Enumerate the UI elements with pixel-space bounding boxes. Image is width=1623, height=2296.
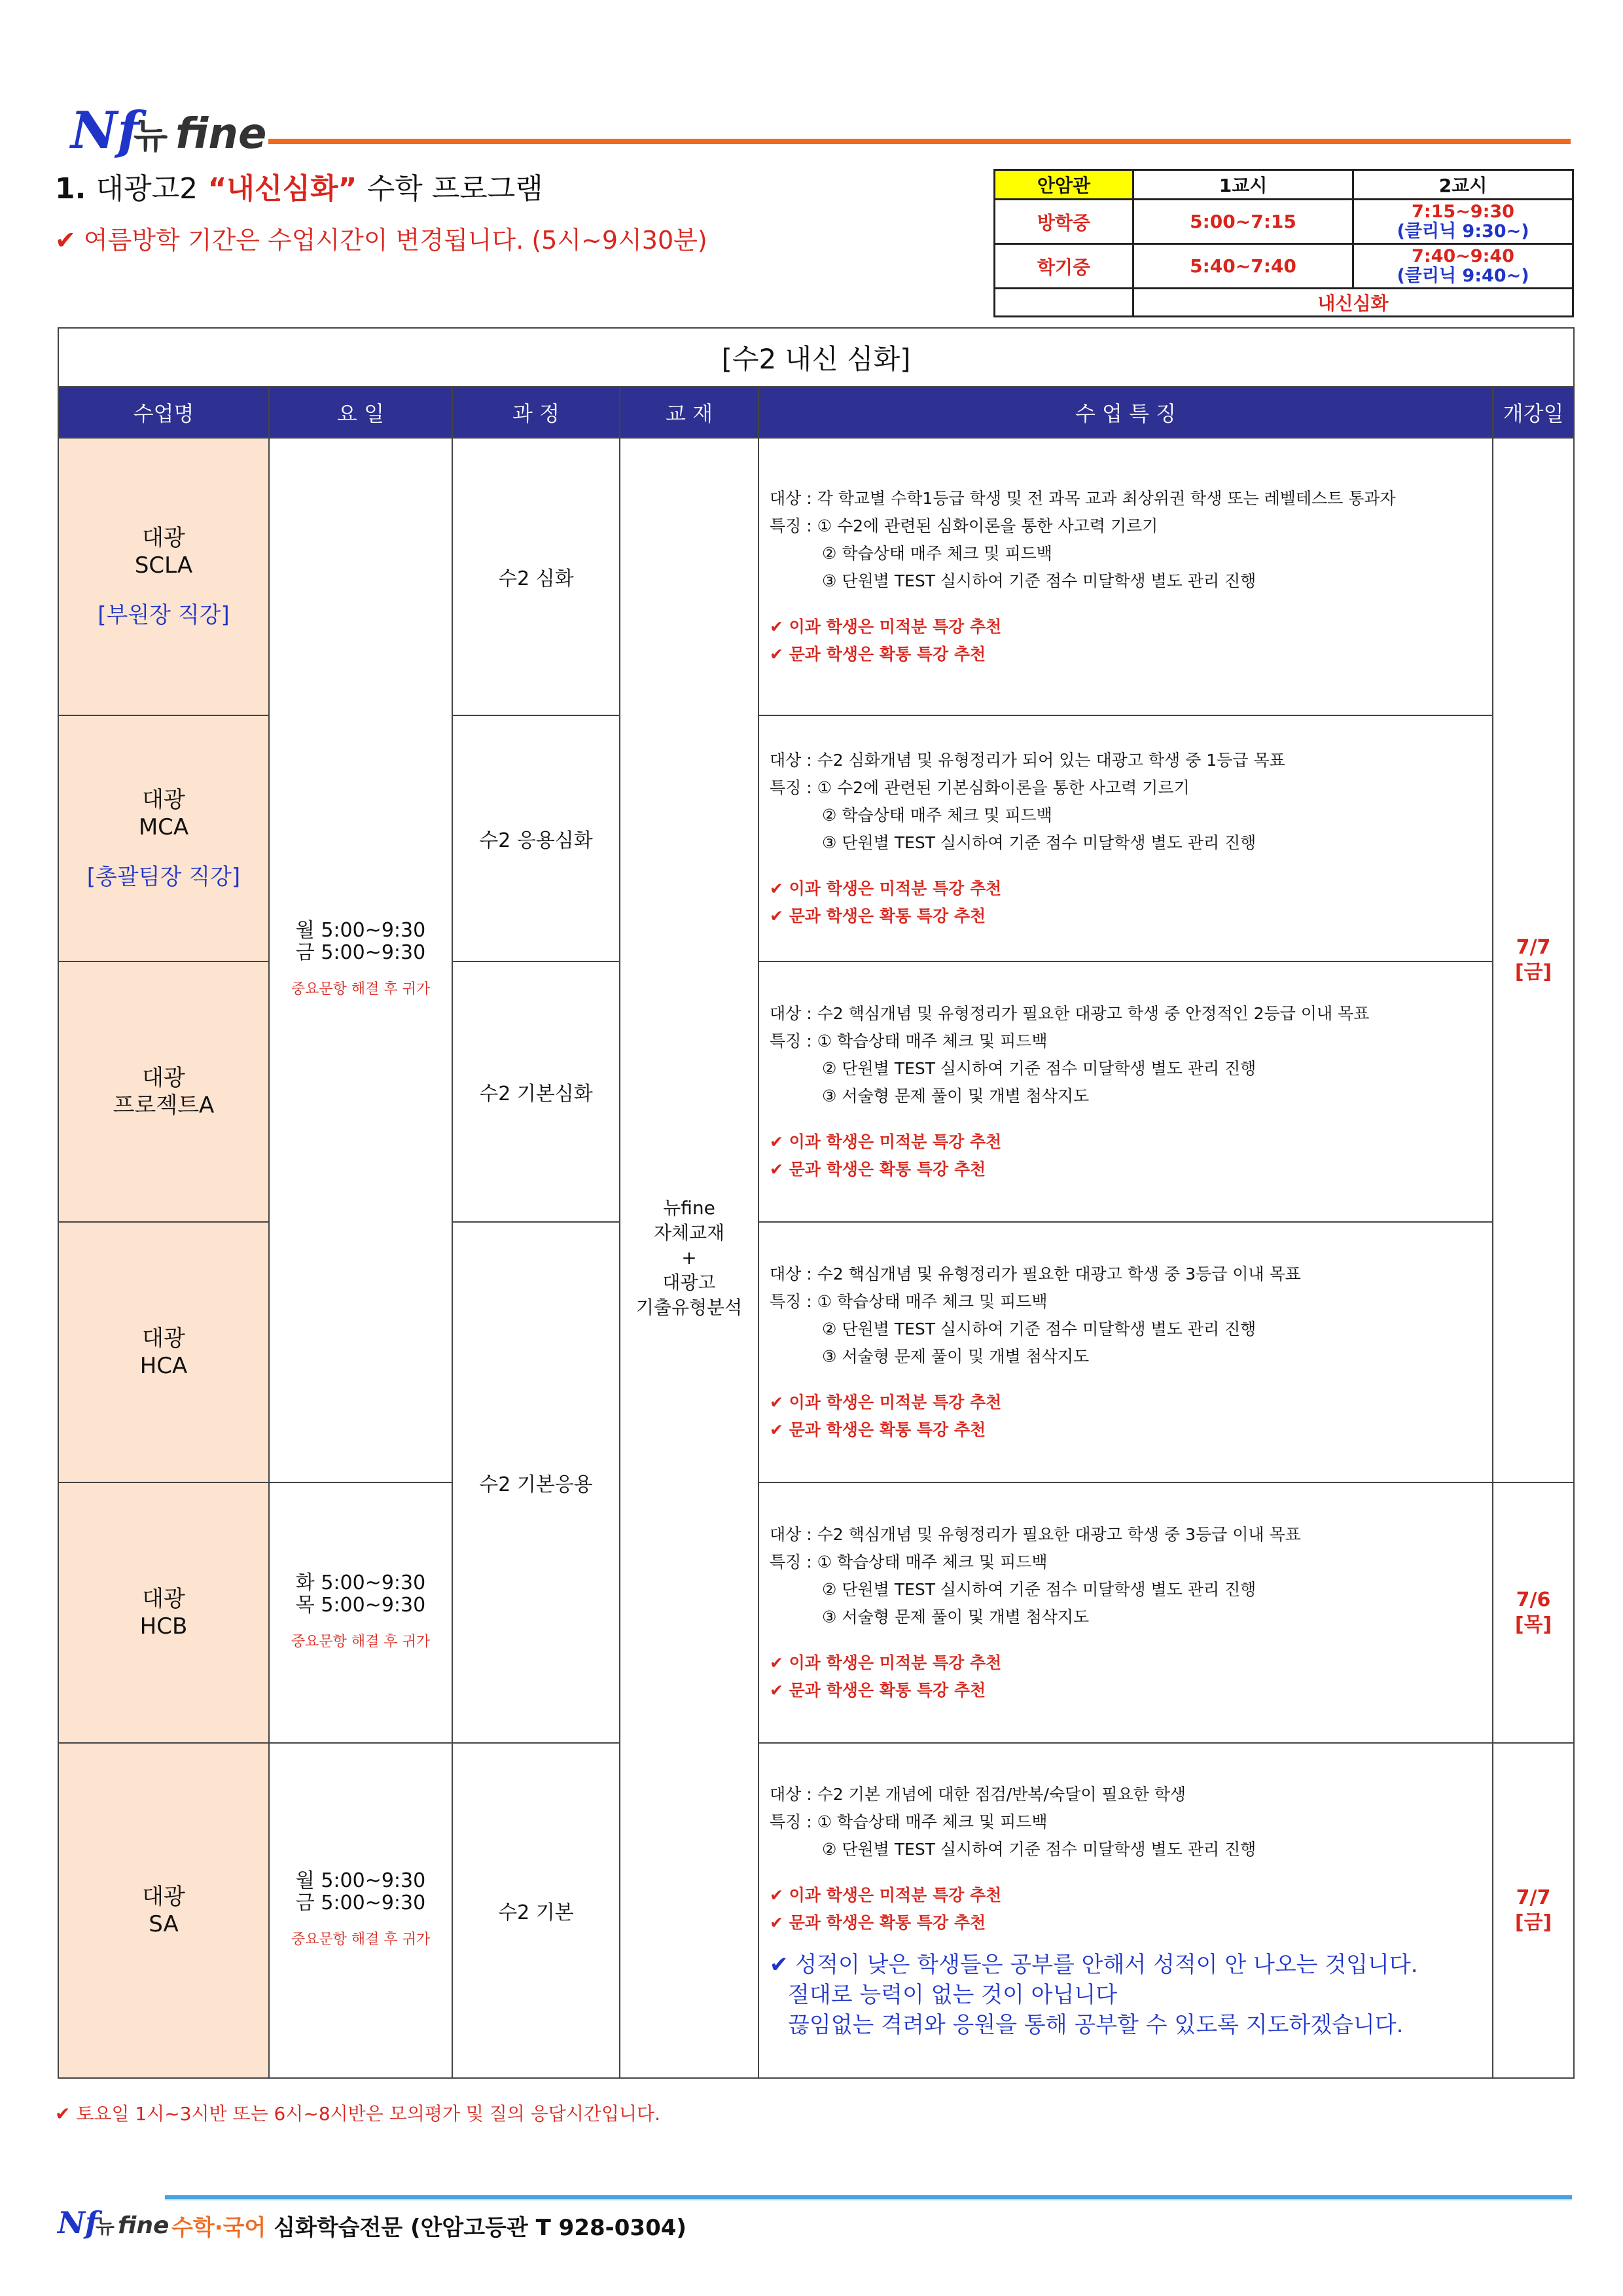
start-date: 7/7 [금] (1493, 438, 1574, 1482)
feature-cell: 대상 : 수2 핵심개념 및 유형정리가 필요한 대광고 학생 중 3등급 이내 목표 특징 : ① 학습상태 매주 체크 및 피드백 ② 단원별 TEST 실시하여 기준 점수 미달학생 별도 관리 진행 ③ 서술형 문제 풀이 및 개별 첨삭지도 ✔ 이과 학생은 미적분 특강 추천 ✔ 문과 학생은 확통 특강 추천 (758, 1222, 1493, 1482)
days-cell: 월 5:00~9:30 금 5:00~9:30 중요문항 해결 후 귀가 (269, 438, 452, 1482)
brand-logo (71, 97, 267, 162)
encouragement-text: ✔ 성적이 낮은 학생들은 공부를 안해서 성적이 안 나오는 것입니다. 절대로 능력이 없는 것이 아닙니다 끊임없는 격려와 응원을 통해 공부할 수 있도록 지도하겠습니다. (770, 1952, 1418, 2038)
schedule-row-t2: 7:40~9:40 (클리닉 9:40~) (1353, 244, 1573, 289)
class-name: 대광 SCLA [부원장 직강] (58, 438, 269, 715)
svg-text:Nf: Nf (58, 2205, 98, 2240)
start-date: 7/6 [목] (1493, 1482, 1574, 1743)
schedule-col2: 2교시 (1353, 170, 1573, 200)
schedule-col1: 1교시 (1133, 170, 1353, 200)
header-rule (268, 139, 1571, 144)
header-cell: 과 정 (452, 387, 620, 438)
footer-rule-light (165, 2199, 1572, 2200)
svg-text:뉴: 뉴 (96, 2215, 115, 2238)
logo-mark: Nf (71, 101, 139, 160)
days-cell: 화 5:00~9:30 목 5:00~9:30 중요문항 해결 후 귀가 (269, 1482, 452, 1743)
course-cell: 수2 기본심화 (452, 961, 620, 1222)
class-name: 대광 프로젝트A (58, 961, 269, 1222)
course-cell: 수2 응용심화 (452, 715, 620, 961)
header-cell: 수업명 (58, 387, 269, 438)
feature-cell: 대상 : 수2 기본 개념에 대한 점검/반복/숙달이 필요한 학생 특징 : ① 학습상태 매주 체크 및 피드백 ② 단원별 TEST 실시하여 기준 점수 미달학생 별도 관리 진행 ✔ 이과 학생은 미적분 특강 추천 ✔ 문과 학생은 확통 특강 추천 ✔ 성적이 낮은 학생들은 공부를 안해서 성적이 안 나오는 것입니다. 절대로 능력이 없는 것이 아닙니다 끊임없는 격려와 응원을 통해 공부할 수 있도록 지도하겠습니다. (758, 1743, 1493, 2078)
feature-cell: 대상 : 각 학교별 수학1등급 학생 및 전 과목 교과 최상위권 학생 또는 레벨테스트 통과자 특징 : ① 수2에 관련된 심화이론을 통한 사고력 기르기 ② 학습상태 매주 체크 및 피드백 ③ 단원별 TEST 실시하여 기준 점수 미달학생 별도 관리 진행 ✔ 이과 학생은 미적분 특강 추천 ✔ 문과 학생은 확통 특강 추천 (758, 438, 1493, 715)
course-cell: 수2 기본 (452, 1743, 620, 2078)
days-cell: 월 5:00~9:30 금 5:00~9:30 중요문항 해결 후 귀가 (269, 1743, 452, 2078)
notice-text: ✔ 여름방학 기간은 수업시간이 변경됩니다. (5시~9시30분) (55, 226, 707, 255)
table-row (58, 438, 1574, 715)
header-cell: 요 일 (269, 387, 452, 438)
table-row (58, 1482, 1574, 1743)
schedule-row-t1: 5:00~7:15 (1133, 200, 1353, 244)
program-table (58, 327, 1575, 2079)
class-name: 대광 MCA [총괄팀장 직강] (58, 715, 269, 961)
table-row (58, 1743, 1574, 2078)
feature-cell: 대상 : 수2 심화개념 및 유형정리가 되어 있는 대광고 학생 중 1등급 목표 특징 : ① 수2에 관련된 기본심화이론을 통한 사고력 기르기 ② 학습상태 매주 체크 및 피드백 ③ 단원별 TEST 실시하여 기준 점수 미달학생 별도 관리 진행 ✔ 이과 학생은 미적분 특강 추천 ✔ 문과 학생은 확통 특강 추천 (758, 715, 1493, 961)
page-title: 1. 대광고2 “내신심화” 수학 프로그램 (55, 172, 543, 206)
schedule-footer: 내신심화 (1133, 289, 1573, 317)
logo-korean: 뉴 (134, 115, 168, 156)
start-date: 7/7 [금] (1493, 1743, 1574, 2078)
header-cell: 개강일 (1493, 387, 1574, 438)
schedule-corner: 안암관 (995, 170, 1133, 200)
header-cell: 교 재 (620, 387, 758, 438)
svg-text:fine: fine (118, 2212, 169, 2239)
table-caption: [수2 내신 심화] (58, 328, 1574, 387)
footer-note: ✔ 토요일 1시~3시반 또는 6시~8시반은 모의평가 및 질의 응답시간입니다. (55, 2103, 660, 2125)
course-cell: 수2 심화 (452, 438, 620, 715)
logo-text: fine (175, 110, 267, 158)
book-cell: 뉴fine 자체교재 + 대광고 기출유형분석 (620, 438, 758, 2078)
schedule-row-label: 학기중 (995, 244, 1133, 289)
schedule-row-t1: 5:40~7:40 (1133, 244, 1353, 289)
feature-cell: 대상 : 수2 핵심개념 및 유형정리가 필요한 대광고 학생 중 3등급 이내 목표 특징 : ① 학습상태 매주 체크 및 피드백 ② 단원별 TEST 실시하여 기준 점수 미달학생 별도 관리 진행 ③ 서술형 문제 풀이 및 개별 첨삭지도 ✔ 이과 학생은 미적분 특강 추천 ✔ 문과 학생은 확통 특강 추천 (758, 1482, 1493, 1743)
schedule-row-label: 방학중 (995, 200, 1133, 244)
class-name: 대광 HCA (58, 1222, 269, 1482)
header-cell: 수 업 특 징 (758, 387, 1493, 438)
schedule-table (993, 169, 1574, 317)
class-name: 대광 SA (58, 1743, 269, 2078)
course-cell: 수2 기본응용 (452, 1222, 620, 1743)
schedule-row-t2: 7:15~9:30 (클리닉 9:30~) (1353, 200, 1573, 244)
feature-cell: 대상 : 수2 핵심개념 및 유형정리가 필요한 대광고 학생 중 안정적인 2등급 이내 목표 특징 : ① 학습상태 매주 체크 및 피드백 ② 단원별 TEST 실시하여 기준 점수 미달학생 별도 관리 진행 ③ 서술형 문제 풀이 및 개별 첨삭지도 ✔ 이과 학생은 미적분 특강 추천 ✔ 문과 학생은 확통 특강 추천 (758, 961, 1493, 1222)
footer-logo (58, 2203, 169, 2240)
footer-text: 수학·국어 심화학습전문 (안암고등관 T 928-0304) (171, 2215, 687, 2241)
schedule-footer-empty (995, 289, 1133, 317)
class-name: 대광 HCB (58, 1482, 269, 1743)
